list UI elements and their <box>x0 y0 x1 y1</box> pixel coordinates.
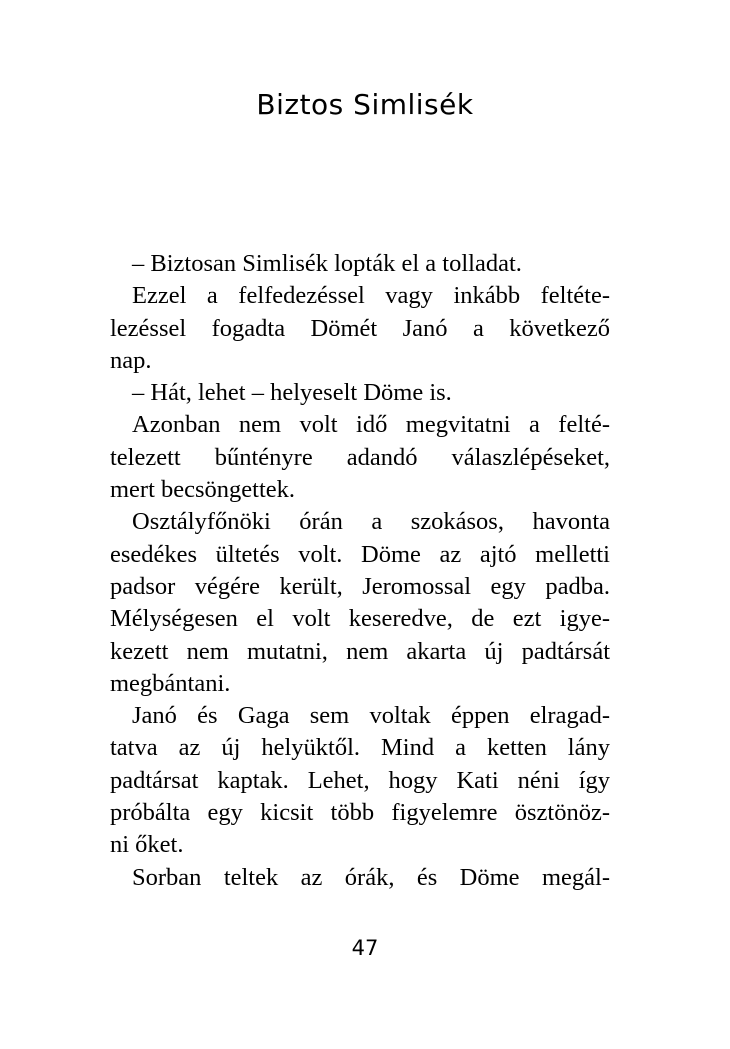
text-line: padtársat kaptak. Lehet, hogy Kati néni így <box>110 766 610 794</box>
text-line: Osztályfőnöki órán a szokásos, havonta <box>132 508 610 536</box>
text-line: – Biztosan Simlisék lopták el a tolladat. <box>132 250 522 277</box>
text-line: próbálta egy kicsit több figyelemre ösztönöz- <box>110 799 610 827</box>
text-line: telezett bűntényre adandó válaszlépéseket, <box>110 443 610 471</box>
text-line: padsor végére került, Jeromossal egy padba. <box>110 572 610 600</box>
text-line: mert becsöngettek. <box>110 476 296 504</box>
text-line: Azonban nem volt idő megvitatni a felté- <box>132 411 610 439</box>
text-line: ni őket. <box>110 831 184 859</box>
page-number: 47 <box>351 936 379 960</box>
text-line: megbántani. <box>110 669 231 697</box>
text-line: Mélységesen el volt keseredve, de ezt igye- <box>110 605 610 633</box>
chapter-title: Biztos Simlisék <box>256 88 474 121</box>
text-line: nap. <box>110 346 152 374</box>
text-line: – Hát, lehet – helyeselt Döme is. <box>132 379 452 407</box>
text-line: Ezzel a felfedezéssel vagy inkább feltéte- <box>132 282 610 310</box>
text-line: Janó és Gaga sem voltak éppen elragad- <box>132 702 610 730</box>
text-line: kezett nem mutatni, nem akarta új padtársát <box>110 637 610 665</box>
text-line: lezéssel fogadta Dömét Janó a következő <box>110 314 610 342</box>
text-line: esedékes ültetés volt. Döme az ajtó melletti <box>110 540 610 568</box>
body-text <box>110 248 610 894</box>
text-line: tatva az új helyüktől. Mind a ketten lány <box>110 734 610 762</box>
text-line: Sorban teltek az órák, és Döme megál- <box>132 863 610 891</box>
